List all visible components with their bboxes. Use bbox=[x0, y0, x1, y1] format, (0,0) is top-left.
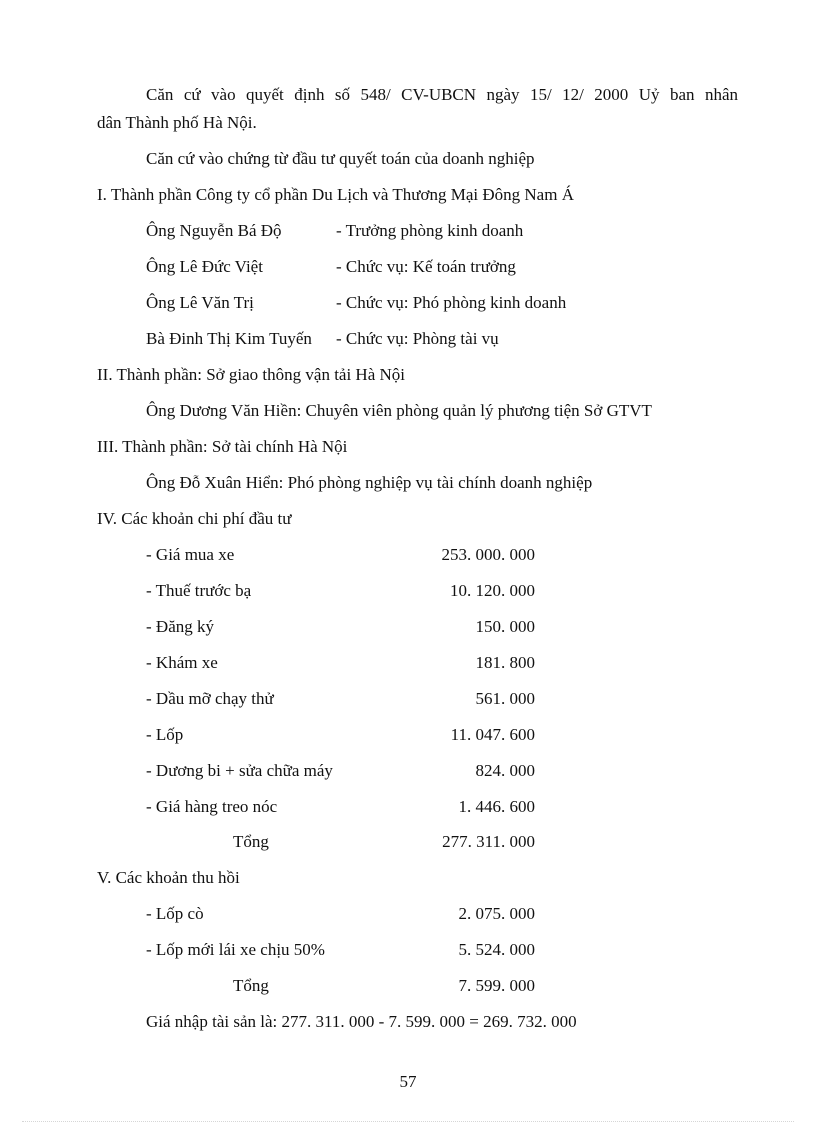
cost-total-label: Tổng bbox=[233, 832, 269, 851]
section-3-heading: III. Thành phần: Sở tài chính Hà Nội bbox=[97, 437, 348, 456]
cost-item-amount: 561. 000 bbox=[475, 689, 535, 708]
page-number: 57 bbox=[399, 1072, 417, 1091]
member-role: - Chức vụ: Phó phòng kinh doanh bbox=[336, 293, 567, 312]
cost-item-amount: 150. 000 bbox=[475, 617, 535, 636]
member-name: Ông Lê Văn Trị bbox=[146, 293, 254, 312]
cost-item-amount: 181. 800 bbox=[475, 653, 535, 672]
cost-item-label: - Giá mua xe bbox=[146, 545, 235, 564]
cost-item-label: - Dương bi + sửa chữa máy bbox=[146, 761, 333, 780]
section-2-heading: II. Thành phần: Sở giao thông vận tải Hà Nội bbox=[97, 365, 406, 384]
cost-item-label: - Lốp bbox=[146, 725, 184, 744]
recovery-item-amount: 2. 075. 000 bbox=[458, 904, 535, 923]
member-name: Ông Lê Đức Việt bbox=[146, 257, 263, 276]
cost-item-amount: 253. 000. 000 bbox=[441, 545, 535, 564]
cost-item-label: - Dầu mỡ chạy thử bbox=[146, 689, 274, 708]
member-role: - Trưởng phòng kinh doanh bbox=[336, 221, 524, 240]
intro-line-1: Căn cứ vào quyết định số 548/ CV-UBCN ngày 15/ 12/ 2000 Uỷ ban nhân bbox=[146, 85, 738, 104]
member-role: - Chức vụ: Phòng tài vụ bbox=[336, 329, 499, 348]
asset-value-conclusion: Giá nhập tài sản là: 277. 311. 000 - 7. 599. 000 = 269. 732. 000 bbox=[146, 1012, 577, 1031]
recovery-item-label: - Lốp cò bbox=[146, 904, 204, 923]
footer-divider bbox=[22, 1121, 794, 1122]
cost-item-amount: 1. 446. 600 bbox=[458, 797, 535, 816]
cost-total-amount: 277. 311. 000 bbox=[442, 832, 535, 851]
cost-item-label: - Thuế trước bạ bbox=[146, 581, 252, 600]
cost-item-label: - Khám xe bbox=[146, 653, 218, 672]
cost-item-amount: 10. 120. 000 bbox=[450, 581, 535, 600]
cost-item-amount: 824. 000 bbox=[475, 761, 535, 780]
section-5-heading: V. Các khoản thu hồi bbox=[97, 868, 240, 887]
recovery-total-label: Tổng bbox=[233, 976, 269, 995]
recovery-total-amount: 7. 599. 000 bbox=[458, 976, 535, 995]
member-role: - Chức vụ: Kế toán trưởng bbox=[336, 257, 516, 276]
member-name: Ông Nguyễn Bá Độ bbox=[146, 221, 282, 240]
recovery-item-amount: 5. 524. 000 bbox=[458, 940, 535, 959]
section-4-heading: IV. Các khoản chi phí đầu tư bbox=[97, 509, 292, 528]
section-1-heading: I. Thành phần Công ty cổ phần Du Lịch và Thương Mại Đông Nam Á bbox=[97, 185, 574, 204]
member-name: Bà Đinh Thị Kim Tuyến bbox=[146, 329, 312, 348]
cost-item-amount: 11. 047. 600 bbox=[450, 725, 535, 744]
intro-line-2: dân Thành phố Hà Nội. bbox=[97, 113, 257, 132]
recovery-item-label: - Lốp mới lái xe chịu 50% bbox=[146, 940, 325, 959]
section-2-member: Ông Dương Văn Hiền: Chuyên viên phòng quản lý phương tiện Sở GTVT bbox=[146, 401, 652, 420]
cost-item-label: - Đăng ký bbox=[146, 617, 214, 636]
cost-item-label: - Giá hàng treo nóc bbox=[146, 797, 278, 816]
intro-line-3: Căn cứ vào chứng từ đầu tư quyết toán của doanh nghiệp bbox=[146, 149, 535, 168]
section-3-member: Ông Đỗ Xuân Hiển: Phó phòng nghiệp vụ tài chính doanh nghiệp bbox=[146, 473, 593, 492]
